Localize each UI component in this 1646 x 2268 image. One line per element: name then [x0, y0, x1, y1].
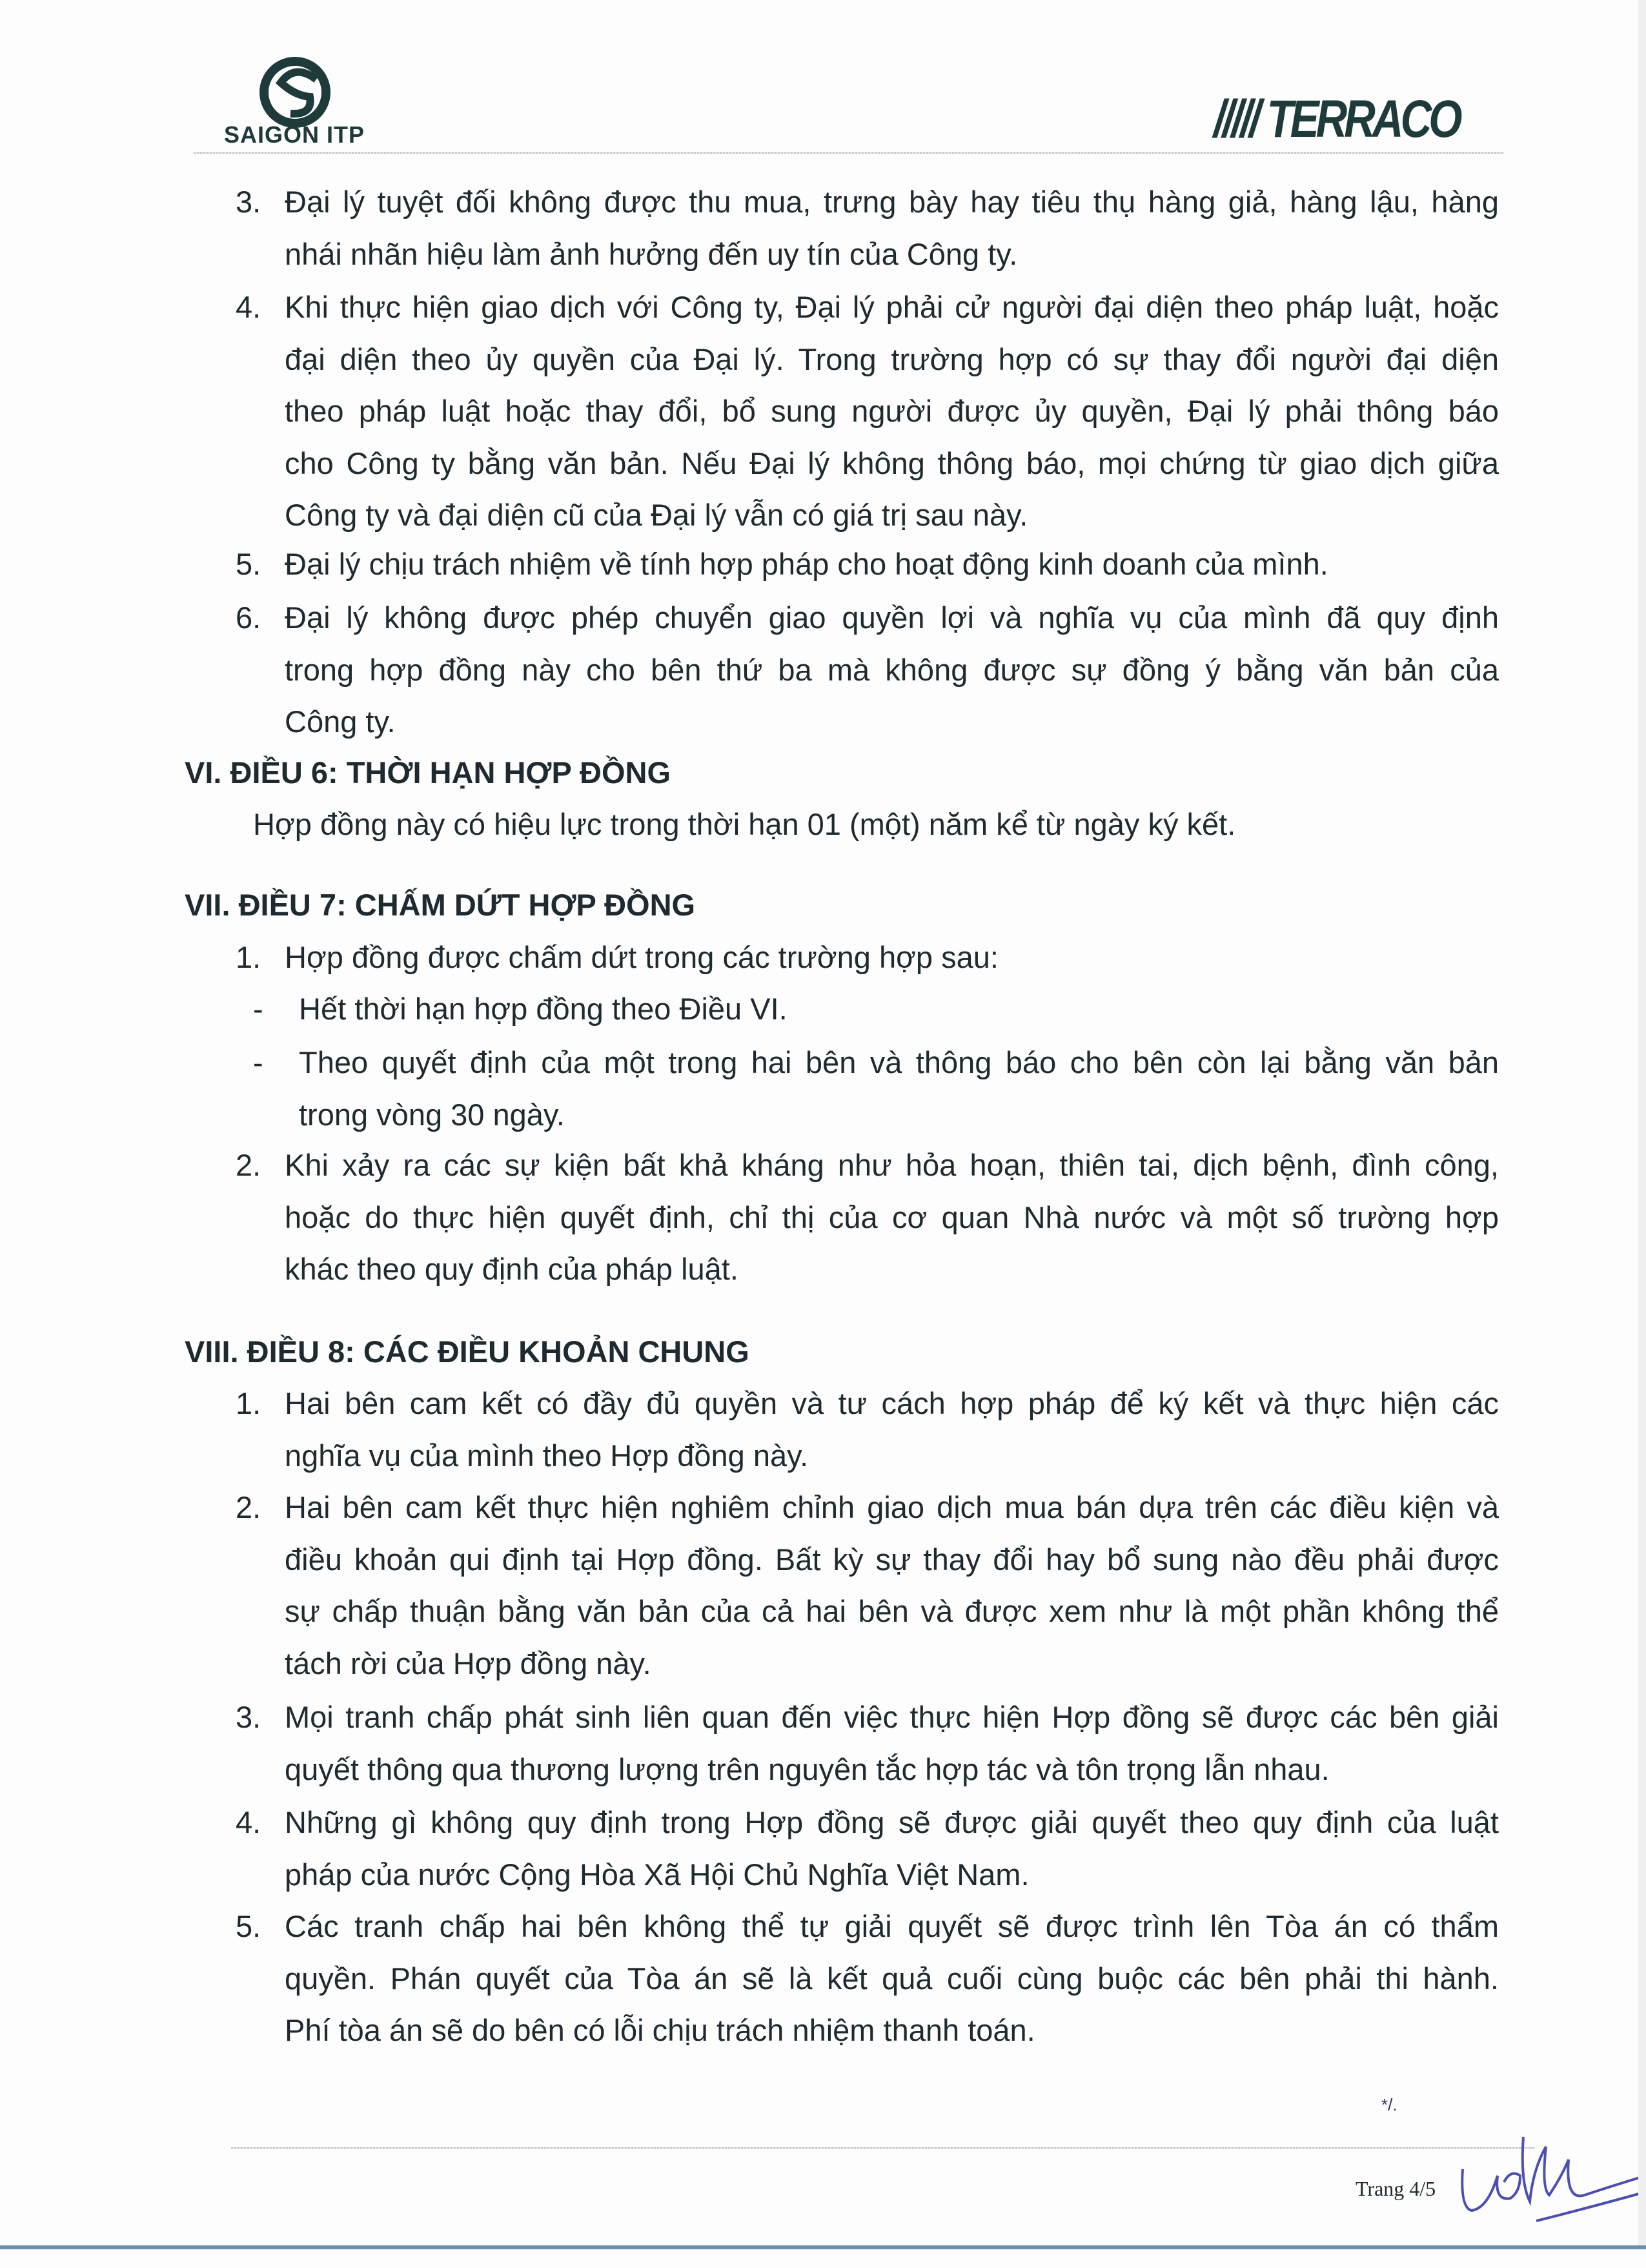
header-divider — [194, 152, 1504, 154]
item-text — [299, 983, 1499, 1036]
signature — [1459, 2130, 1646, 2227]
text-line: tách rời của Hợp đồng này. — [285, 1646, 651, 1681]
text-line: đại diện theo ủy quyền của Đại lý. Trong trường hợp có sự thay đổi người đại diện — [285, 342, 1499, 376]
item-number: 1. — [236, 1386, 261, 1420]
item-number: 4. — [236, 1805, 261, 1839]
item-number: 6. — [236, 600, 261, 635]
initials-mark: */. — [1381, 2095, 1397, 2114]
item-number: 5. — [236, 547, 261, 581]
item-number: 2. — [236, 1148, 261, 1182]
text-line: quyết thông qua thương lượng trên nguyên tắc hợp tác và tôn trọng lẫn nhau. — [285, 1752, 1330, 1786]
item-text — [285, 538, 1499, 591]
page-number: Trang 4/5 — [1356, 2177, 1436, 2200]
text-line: pháp của nước Cộng Hòa Xã Hội Chủ Nghĩa Việt Nam. — [285, 1857, 1030, 1892]
item-text — [285, 932, 1499, 984]
text-line: cho Công ty bằng văn bản. Nếu Đại lý không thông báo, mọi chứng từ giao dịch giữa — [285, 445, 1499, 480]
section-7-heading: VII. ĐIỀU 7: CHẤM DỨT HỢP ĐỒNG — [185, 888, 696, 922]
text-line: trong vòng 30 ngày. — [299, 1097, 565, 1132]
text-line: trong hợp đồng này cho bên thứ ba mà không được sự đồng ý bằng văn bản của — [285, 652, 1499, 687]
text-line: Mọi tranh chấp phát sinh liên quan đến việc thực hiện Hợp đồng sẽ được các bên giải — [285, 1700, 1499, 1734]
text-line: Khi xảy ra các sự kiện bất khả kháng như hỏa hoạn, thiên tai, dịch bệnh, đình công, — [285, 1148, 1499, 1182]
item-number: 5. — [236, 1909, 261, 1943]
item-text — [285, 176, 1499, 280]
text-line: hoặc do thực hiện quyết định, chỉ thị của cơ quan Nhà nước và một số trường hợp — [285, 1200, 1499, 1234]
text-line: sự chấp thuận bằng văn bản của cả hai bên và được xem như là một phần không thể — [285, 1594, 1499, 1628]
item-text — [285, 1901, 1499, 2057]
text-line: Công ty. — [285, 704, 396, 739]
page-bottom-edge — [0, 2245, 1646, 2249]
text-line: Hợp đồng được chấm dứt trong các trường hợp sau: — [285, 940, 999, 974]
item-text — [299, 1037, 1499, 1141]
text-line: Những gì không quy định trong Hợp đồng sẽ được giải quyết theo quy định của luật — [285, 1805, 1499, 1839]
saigon-itp-logo-text: SAIGON ITP — [224, 121, 365, 148]
text-line: Đại lý không được phép chuyển giao quyền lợi và nghĩa vụ của mình đã quy định — [285, 600, 1499, 635]
item-text — [285, 1691, 1499, 1795]
footer-divider — [231, 2147, 1535, 2149]
text-line: Các tranh chấp hai bên không thể tự giải quyết sẽ được trình lên Tòa án có thẩm — [285, 1909, 1499, 1943]
text-line: Đại lý chịu trách nhiệm về tính hợp pháp cho hoạt động kinh doanh của mình. — [285, 547, 1328, 581]
text-line: Hai bên cam kết thực hiện nghiêm chỉnh giao dịch mua bán dựa trên các điều kiện và — [285, 1490, 1499, 1524]
item-number: 3. — [236, 1700, 261, 1734]
section-6-heading: VI. ĐIỀU 6: THỜI HẠN HỢP ĐỒNG — [185, 755, 671, 790]
text-line: nhái nhãn hiệu làm ảnh hưởng đến uy tín của Công ty. — [285, 236, 1018, 271]
item-text — [285, 1378, 1499, 1482]
dash-marker: - — [253, 1045, 263, 1079]
saigon-itp-logo — [255, 57, 336, 128]
text-line: Phí tòa án sẽ do bên có lỗi chịu trách nhiệm thanh toán. — [285, 2013, 1035, 2047]
item-text — [285, 1797, 1499, 1901]
item-text — [285, 1482, 1499, 1690]
page-right-edge — [1638, 0, 1646, 2245]
section-8-heading: VIII. ĐIỀU 8: CÁC ĐIỀU KHOẢN CHUNG — [185, 1334, 749, 1369]
section-6-text: Hợp đồng này có hiệu lực trong thời hạn 01 (một) năm kể từ ngày ký kết. — [253, 807, 1236, 841]
dash-marker: - — [253, 992, 263, 1026]
text-line: Công ty và đại diện cũ của Đại lý vẫn có giá trị sau này. — [285, 498, 1028, 532]
item-number: 3. — [236, 185, 261, 219]
text-line: Theo quyết định của một trong hai bên và thông báo cho bên còn lại bằng văn bản — [299, 1045, 1499, 1079]
text-line: điều khoản qui định tại Hợp đồng. Bất kỳ sự thay đổi hay bổ sung nào đều phải được — [285, 1542, 1499, 1577]
item-number: 4. — [236, 290, 261, 324]
text-line: theo pháp luật hoặc thay đổi, bổ sung người được ủy quyền, Đại lý phải thông báo — [285, 394, 1499, 428]
item-number: 1. — [236, 940, 261, 974]
text-line: khác theo quy định của pháp luật. — [285, 1252, 738, 1286]
text-line: Hết thời hạn hợp đồng theo Điều VI. — [299, 992, 787, 1026]
terraco-logo: ///// TERRACO — [1214, 90, 1459, 148]
text-line: nghĩa vụ của mình theo Hợp đồng này. — [285, 1438, 809, 1473]
text-line: quyền. Phán quyết của Tòa án sẽ là kết quả cuối cùng buộc các bên phải thi hành. — [285, 1961, 1499, 1996]
text-line: Khi thực hiện giao dịch với Công ty, Đại lý phải cử người đại diện theo pháp luật, hoặc — [285, 290, 1499, 324]
item-number: 2. — [236, 1490, 261, 1524]
item-text — [285, 1139, 1499, 1296]
item-text — [285, 281, 1499, 542]
text-line: Hai bên cam kết có đầy đủ quyền và tư cách hợp pháp để ký kết và thực hiện các — [285, 1386, 1499, 1420]
item-text — [285, 592, 1499, 748]
text-line: Đại lý tuyệt đối không được thu mua, trưng bày hay tiêu thụ hàng giả, hàng lậu, hàng — [285, 185, 1499, 219]
